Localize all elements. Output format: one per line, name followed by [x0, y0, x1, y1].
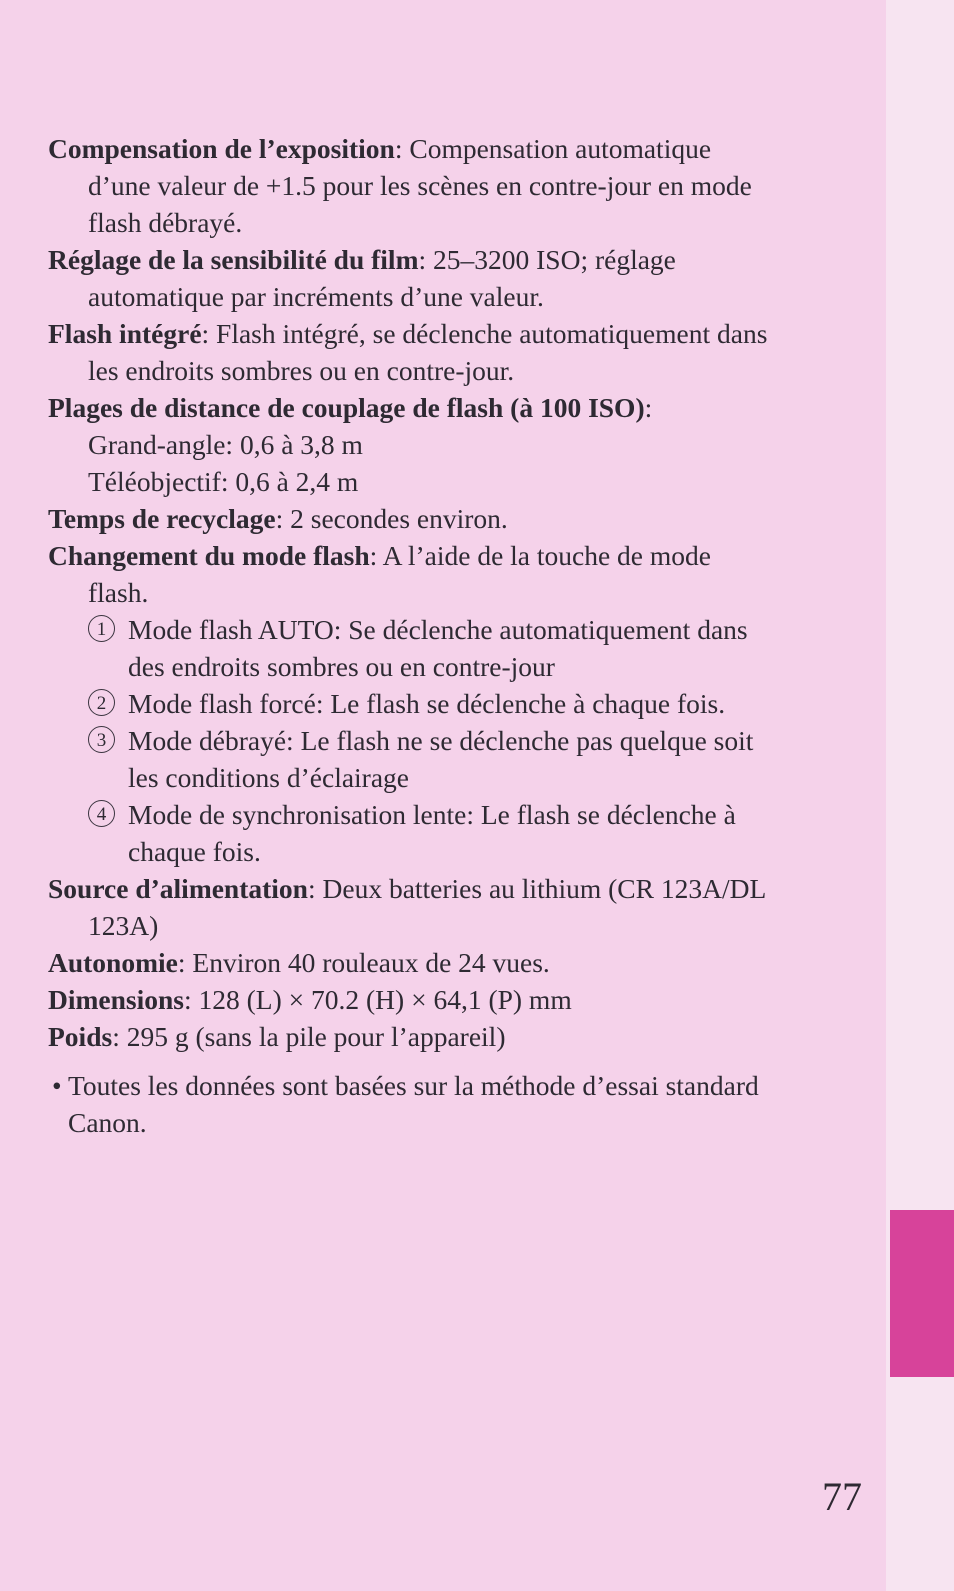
- spec-dimensions: [48, 981, 878, 1018]
- spec-text: flash.: [88, 577, 149, 608]
- spec-text: : Deux batteries au lithium (CR 123A/DL: [307, 873, 767, 904]
- flash-mode-text: chaque fois.: [128, 836, 261, 867]
- spec-label: Autonomie: [48, 947, 178, 978]
- spec-text: : Compensation automatique: [394, 133, 712, 164]
- flash-mode-text: Mode débrayé: Le flash ne se déclenche pas quelque soit: [128, 725, 754, 756]
- bullet-icon: •: [52, 1070, 62, 1101]
- spec-autonomy: [48, 944, 878, 981]
- spec-film-speed: [48, 241, 878, 315]
- spec-text: d’une valeur de +1.5 pour les scènes en contre-jour en mode: [88, 170, 752, 201]
- spec-label: Temps de recyclage: [48, 503, 276, 534]
- spec-power-source: [48, 870, 878, 944]
- flash-mode-text: Mode flash AUTO: Se déclenche automatiquement dans: [128, 614, 748, 645]
- spec-builtin-flash: [48, 315, 878, 389]
- spec-exposure-compensation: [48, 130, 878, 241]
- spec-text: : 25–3200 ISO; réglage: [418, 244, 676, 275]
- spec-text: : Flash intégré, se déclenche automatiquement dans: [201, 318, 768, 349]
- spec-label: Source d’alimentation: [48, 873, 308, 904]
- circled-number-icon: 2: [88, 689, 115, 716]
- flash-mode-item: [48, 611, 878, 685]
- spec-weight: [48, 1018, 878, 1055]
- spec-flash-range: [48, 389, 878, 500]
- spec-label: Poids: [48, 1021, 113, 1052]
- flash-mode-item: [48, 796, 878, 870]
- spec-text: flash débrayé.: [88, 207, 243, 238]
- spec-label: Changement du mode flash: [48, 540, 370, 571]
- circled-number-icon: 4: [88, 800, 115, 827]
- spec-text: : 295 g (sans la pile pour l’appareil): [112, 1021, 506, 1052]
- spec-text: : Environ 40 rouleaux de 24 vues.: [177, 947, 550, 978]
- flash-mode-text: Mode de synchronisation lente: Le flash se déclenche à: [128, 799, 736, 830]
- flash-mode-item: [48, 685, 878, 722]
- spec-flash-mode: [48, 537, 878, 870]
- footnote: [48, 1067, 878, 1141]
- spec-label: Plages de distance de couplage de flash (à 100 ISO): [48, 392, 645, 423]
- circled-number-icon: 1: [88, 615, 115, 642]
- flash-mode-text: Mode flash forcé: Le flash se déclenche à chaque fois.: [128, 688, 726, 719]
- flash-range-wide: Grand-angle: 0,6 à 3,8 m: [88, 429, 363, 460]
- flash-mode-text: les conditions d’éclairage: [128, 762, 410, 793]
- flash-mode-text: des endroits sombres ou en contre-jour: [128, 651, 555, 682]
- flash-mode-item: [48, 722, 878, 796]
- spec-text: automatique par incréments d’une valeur.: [88, 281, 544, 312]
- flash-range-tele: Téléobjectif: 0,6 à 2,4 m: [88, 466, 359, 497]
- spec-text: : A l’aide de la touche de mode: [369, 540, 711, 571]
- specifications-list: [48, 130, 878, 1141]
- spec-text: : 128 (L) × 70.2 (H) × 64,1 (P) mm: [184, 984, 572, 1015]
- spec-recycle-time: [48, 500, 878, 537]
- circled-number-icon: 3: [88, 726, 115, 753]
- spec-text: 123A): [88, 910, 159, 941]
- spec-label: Flash intégré: [48, 318, 202, 349]
- spec-text: :: [644, 392, 653, 423]
- section-edge-tab: [890, 1210, 954, 1377]
- spec-label: Dimensions: [48, 984, 184, 1015]
- spec-text: les endroits sombres ou en contre-jour.: [88, 355, 515, 386]
- footnote-text: Canon.: [68, 1107, 147, 1138]
- page-number: 77: [822, 1474, 862, 1519]
- footnote-text: Toutes les données sont basées sur la méthode d’essai standard: [68, 1070, 759, 1101]
- spec-text: : 2 secondes environ.: [275, 503, 508, 534]
- spec-label: Réglage de la sensibilité du film: [48, 244, 419, 275]
- spec-label: Compensation de l’exposition: [48, 133, 395, 164]
